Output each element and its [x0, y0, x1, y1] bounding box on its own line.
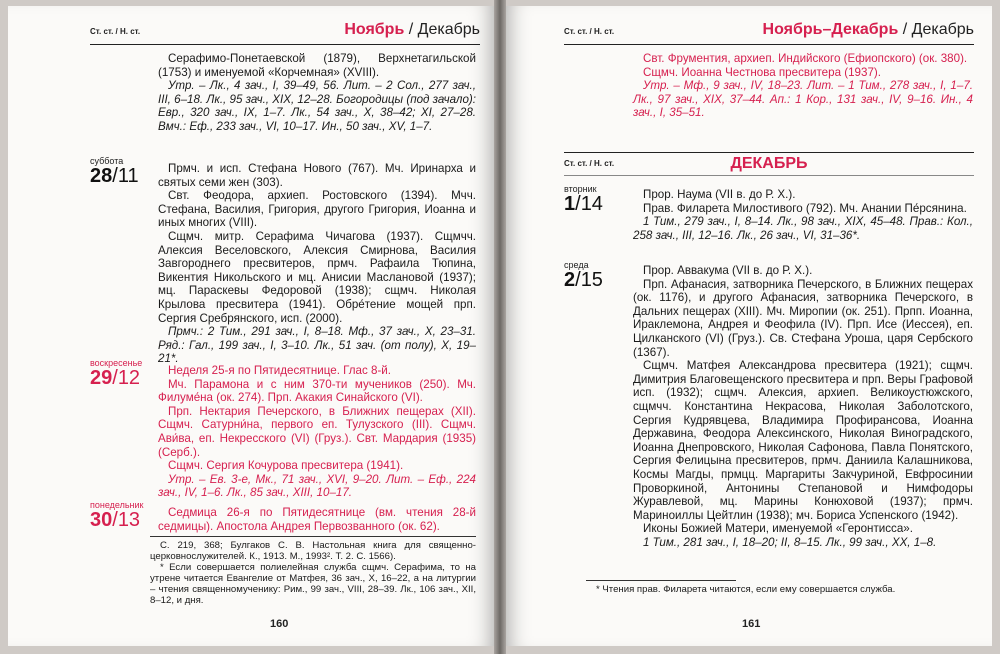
entry-text: Неделя 25-я по Пятидесятнице. Глас 8-й.	[168, 364, 391, 377]
month-heading-red: Ноябрь–Декабрь	[762, 21, 899, 38]
entry-text: Свт. Феодора, архиеп. Ростовского (1394). Мчч. Стефана, Василия, Григория, другого Григория, Иоанна и иных многих (VIII).	[158, 189, 476, 230]
right-running-header	[564, 20, 974, 45]
readings-text: 1 Тим., 279 зач., I, 8–14. Лк., 98 зач., XIX, 45–48. Прав.: Кол., 258 зач., III, 12–16. Лк., 26 зач., VI, 31–36*.	[633, 215, 973, 242]
new-style-date: 14	[580, 193, 603, 215]
entry-text: Прор. Аввакума (VII в. до Р. Х.).	[643, 264, 813, 277]
entry-text: Свт. Фрументия, архиеп. Индийского (Ефиопского) (ок. 380).	[643, 52, 968, 65]
old-new-style-label: Ст. ст. / Н. ст.	[90, 27, 141, 36]
entry-text: Прмч. и исп. Стефана Нового (767). Мч. Иринарха и святых семи жен (303).	[158, 162, 476, 189]
old-style-date: 29	[90, 367, 113, 389]
date-label: 28/11	[90, 165, 139, 187]
day-entries-29-12	[158, 364, 476, 500]
entry-text: Прор. Наума (VII в. до Р. Х.).	[643, 188, 796, 201]
month-heading-red: Ноябрь	[344, 21, 405, 38]
old-style-date: 30	[90, 509, 113, 531]
entry-text: Прав. Филарета Милостивого (792). Мч. Анании Пе́рсянина.	[643, 201, 967, 215]
left-running-header	[90, 20, 480, 45]
day-marker-30-13	[90, 500, 144, 532]
old-new-style-label: Ст. ст. / Н. ст.	[564, 27, 615, 36]
book-gutter	[494, 0, 506, 654]
readings-text: Утр. – Лк., 4 зач., I, 39–49, 56. Лит. – 2 Сол., 277 зач., III, 6–18. Лк., 95 зач., XIX, 12–28. Богородицы (под зачало): Евр., 320 зач., IX, 1–7. Лк., 54 зач., X, 38–42; XI, 27–28. Вмч.: Еф., 233 зач., VI, 10–17. Ин., 50 зач., XV, 1–7.	[158, 79, 476, 133]
page-number: 160	[270, 618, 289, 630]
date-label: 29/12	[90, 367, 141, 389]
readings-text: Утр. – Мф., 9 зач., IV, 18–23. Лит. – 1 Тим., 278 зач., I, 1–7. Лк., 97 зач., XIX, 37–44. Ап.: 1 Кор., 131 зач., IV, 9–16. Ин., 4 зач., I, 35–51.	[633, 79, 973, 120]
weekday-label: вторник	[564, 184, 597, 194]
entry-text: Иконы Божией Матери, именуемой «Геронтисса».	[643, 522, 913, 536]
new-style-date: 11	[117, 165, 139, 187]
left-page	[8, 6, 494, 646]
day-entries-28-11	[158, 162, 476, 366]
page-number: 161	[742, 618, 761, 630]
old-style-date: 2	[564, 269, 576, 291]
day-entries-2-15	[633, 264, 973, 549]
new-style-date: 15	[580, 269, 603, 291]
footnote-text: * Чтения прав. Филарета читаются, если ему совершается служба.	[596, 584, 896, 595]
footnote-text: С. 219, 368; Булгаков С. В. Настольная книга для священно-церковнослужителей. К., 1913. М., 1993². Т. 2. С. 1566).	[150, 540, 476, 562]
day-entries-30-13	[158, 506, 476, 533]
new-style-date: 13	[117, 509, 141, 531]
readings-text: Прмч.: 2 Тим., 291 зач., I, 8–18. Мф., 37 зач., X, 23–31. Ряд.: Гал., 199 зач., I, 3–10. Лк., 51 зач. (от полу), X, 19–21*.	[158, 325, 476, 366]
footnote-rule	[586, 580, 736, 581]
month-heading	[344, 21, 480, 39]
entry-text: Седмица 26-я по Пятидесятнице (вм. чтения 28-й седмицы). Апостола Андрея Первозванного (ок. 62).	[158, 506, 476, 533]
date-label: 2/15	[564, 269, 603, 291]
day-marker-2-15	[564, 260, 603, 292]
entry-text: Сщмч. Сергия Кочурова пресвитера (1941).	[168, 459, 404, 473]
month-heading	[763, 21, 974, 39]
weekday-label: воскресенье	[90, 358, 143, 368]
entry-text: Сщмч. Иоанна Честнова пресвитера (1937).	[643, 65, 881, 79]
entry-text: Прп. Нектария Печерского, в Ближних пещерах (XII). Сщмч. Сатурни́на, первого еп. Тулузского (III). Сщмч. Ави́ва, еп. Некресского (VI) (Груз.). Свт. Мардария (1935) (Серб.).	[158, 404, 476, 459]
month-heading-rest: / Декабрь	[898, 21, 974, 38]
day-marker-1-14	[564, 184, 603, 216]
footnote-text: * Если совершается полиелейная служба сщмч. Серафима, то на утрене читается Евангелие от Матфея, 36 зач., X, 16–22, а на литургии – чтения священномученику: Рим., 99 зач., VIII, 28–39. Лк., 106 зач., XII, 8–12, и дня.	[150, 562, 476, 606]
footnote-rule	[150, 536, 476, 537]
old-style-date: 1	[564, 193, 576, 215]
month-heading-rest: / Декабрь	[404, 21, 480, 38]
footnotes	[150, 540, 476, 606]
day-marker-29-12	[90, 358, 142, 390]
entry-text: Сщмч. Матфея Александрова пресвитера (1921); сщмч. Димитрия Благовещенского пресвитера и прп. Веры Графовой исп. (1932); сщмч. Алексия, архиеп. Великоустюжского, сщмчч. Константина Некрасова, Николая Заболотского, Сергия Кудрявцева, Владимира Профирансова, Иоанна Державина, Феодора Алексинского, Николая Виноградского, Иоанна Днепровского, Николая Сафонова, Павла Понятского, Сергия Фелицына пресвитеров, прмч. Даниила Калашникова, Космы Магды, прмцц. Маргариты Закчуриной, Евфросинии Проворкиной, Антонины Степановой и Нимфодоры Журавлевой, мц. Марины Конюховой (1937); прмч. Мариноиллы Цейтлин (1938); мч. Бориса Успенского (1942).	[633, 359, 973, 522]
weekday-label: суббота	[90, 156, 124, 166]
day-entries-1-14	[633, 188, 973, 242]
entry-text: Серафимо-Понетаевской (1879), Верхнетагильской (1753) и именуемой «Корчемная» (XVIII).	[158, 52, 476, 79]
section-title: ДЕКАБРЬ	[730, 155, 808, 172]
old-new-style-label: Ст. ст. / Н. ст.	[564, 159, 615, 168]
section-header-december	[564, 152, 974, 176]
date-label: 1/14	[564, 193, 603, 215]
intro-block	[633, 52, 973, 120]
entry-text: Прп. Афанасия, затворника Печерского, в Ближних пещерах (ок. 1176), и другого Афанасия, затворника Печерского, в Дальних пещерах (XIII). Мч. Миропии (ок. 251). Прпп. Иоанна, Ираклемона, Андрея и Феофила (IV). Прп. Исе (Иессея), еп. Цилканского (VI) (Груз.). Св. Стефана Уроша, царя Сербского (1367).	[633, 277, 973, 359]
date-label: 30/13	[90, 509, 141, 531]
old-style-date: 28	[90, 165, 113, 187]
entry-text: Сщмч. митр. Серафима Чичагова (1937). Сщмчч. Алексия Веселовского, Алексия Смирнова, Василия Завгороднего пресвитеров, прмч. Рафаила Тюпина, Викентия Никольского и мц. Анисии Маслановой (1937); мц. Параскевы Федоровой (1938); сщмч. Николая Крылова пресвитера (1941). Обре́тение мощей прп. Сергия Сребрянского, исп. (2000).	[158, 229, 476, 325]
readings-text: 1 Тим., 281 зач., I, 18–20; II, 8–15. Лк., 99 зач., XX, 1–8.	[643, 535, 937, 549]
entry-text: Мч. Парамона и с ним 370-ти мучеников (250). Мч. Филуме́на (ок. 274). Прп. Акакия Синайского (VI).	[158, 377, 476, 405]
intro-block	[158, 52, 476, 134]
day-marker-28-11	[90, 156, 139, 188]
weekday-label: понедельник	[90, 500, 144, 510]
footnotes	[586, 584, 974, 595]
new-style-date: 12	[117, 367, 141, 389]
weekday-label: среда	[564, 260, 589, 270]
right-page	[506, 6, 992, 646]
readings-text: Утр. – Ев. 3-е, Мк., 71 зач., XVI, 9–20. Лит. – Еф., 224 зач., IV, 1–6. Лк., 85 зач., XIII, 10–17.	[158, 472, 476, 500]
